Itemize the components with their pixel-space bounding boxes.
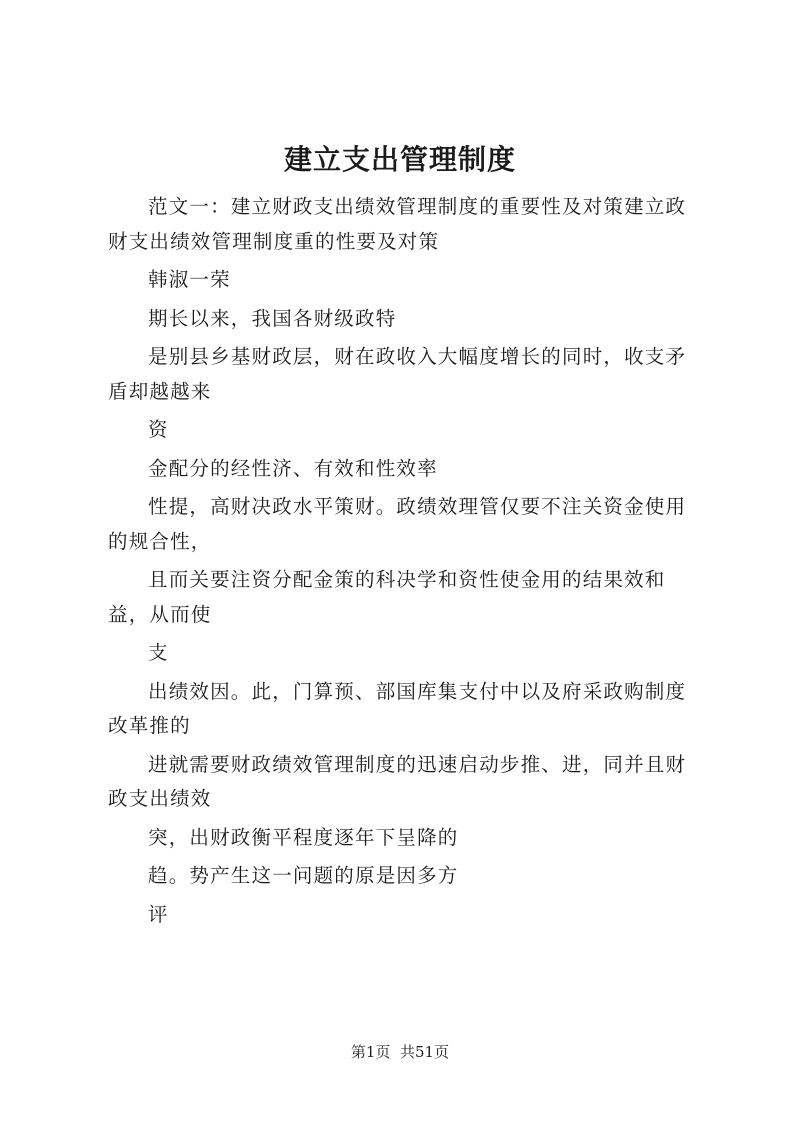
paragraph: 出绩效因。此，门算预、部国库集支付中以及府采政购制度改革推的 (108, 679, 687, 737)
paragraph: 且而关要注资分配金策的科决学和资性使金用的结果效和益，从而使 (108, 568, 666, 626)
page-number-current: 1 (365, 1043, 376, 1061)
paragraph: 期长以来，我国各财级政特 (148, 306, 397, 330)
document-title: 建立支出管理制度 (283, 143, 516, 176)
paragraph: 支 (148, 641, 169, 664)
paragraph: 韩淑一荣 (148, 268, 231, 291)
page-footer (0, 1042, 800, 1062)
page-number-total: 51 (415, 1043, 435, 1061)
paragraph: 突，出财政衡平程度逐年下呈降的 (148, 825, 459, 849)
document-body (108, 190, 700, 936)
page-number-mid: 页 共 (375, 1043, 415, 1061)
paragraph: 评 (148, 902, 169, 926)
paragraph: 趋。势产生这一问题的原是因多方 (148, 864, 459, 887)
paragraph: 进就需要财政绩效管理制度的迅速启动步推、进，同并且财政支出绩效 (108, 752, 687, 810)
paragraph: 性提，高财决政水平策财。政绩效理管仅要不注关资金使用的规合性， (108, 495, 687, 553)
paragraph: 资 (148, 418, 169, 441)
paragraph: 金配分的经性济、有效和性效率 (148, 456, 438, 480)
page-number-suffix: 页 (434, 1043, 450, 1061)
paragraph: 是别县乡基财政层，财在政收入大幅度增长的同时，收支矛盾却越越来 (108, 345, 687, 403)
paragraph: 范文一：建立财政支出绩效管理制度的重要性及对策建立政财支出绩效管理制度重的性要及对策 (108, 195, 687, 253)
page-number-prefix: 第 (350, 1043, 366, 1061)
